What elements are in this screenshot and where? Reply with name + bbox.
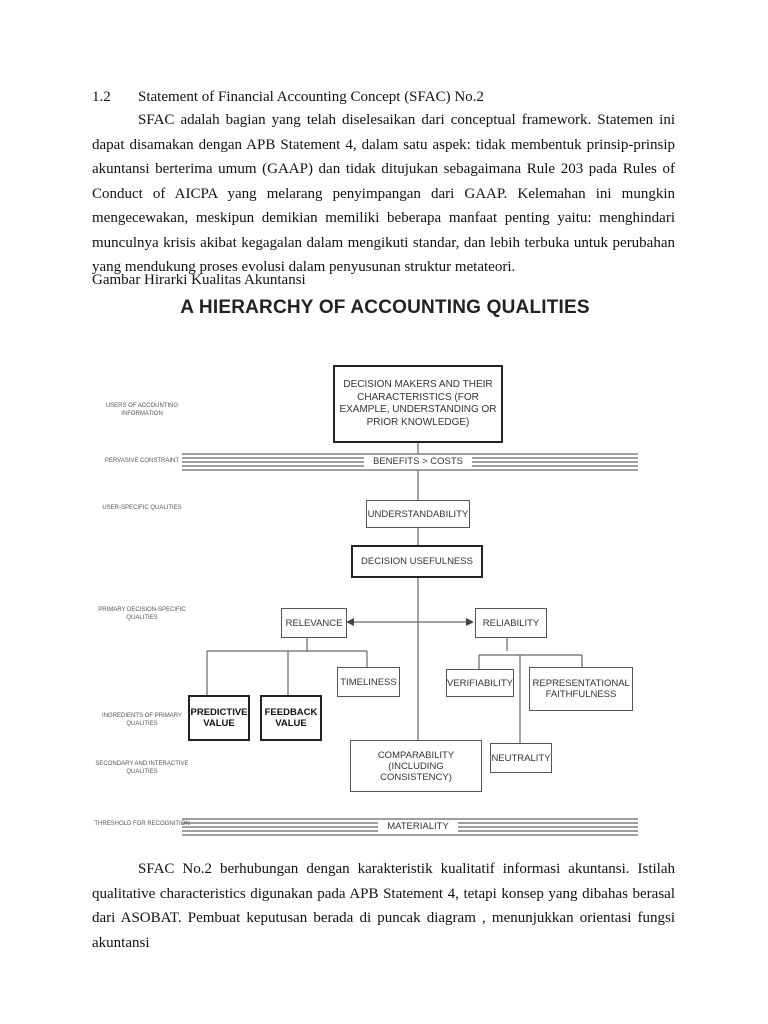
comparability-box: COMPARABILITY (INCLUDING CONSISTENCY)	[350, 740, 482, 792]
decision-usefulness-box: DECISION USEFULNESS	[351, 545, 483, 578]
materiality-label: MATERIALITY	[378, 820, 458, 834]
benefits-costs-label: BENEFITS > COSTS	[364, 455, 472, 469]
paragraph-1-text: SFAC adalah bagian yang telah diselesaikan dari conceptual framework. Statemen ini dapat disamakan dengan APB Statement 4, dalam satu aspek: tidak membentuk prinsip-prinsip akuntansi berterima umum (GAAP) dan tidak ditujukan sebagaimana Rule 203 pada Rules of Conduct of AICPA yang melarang penyimpangan dari GAAP. Kelemahan ini mungkin mengecewakan, meskipun demikian memiliki beberapa manfaat penting yaitu: menghindari munculnya krisis akibat kegagalan dalam mengikuti standar, dan lebih terbuka untuk perubahan yang mendukung proses evolusi dalam penyusunan struktur metateori.	[92, 112, 675, 275]
reliability-box: RELIABILITY	[475, 608, 547, 638]
side-label-ingredients: INGREDIENTS OF PRIMARY QUALITIES	[102, 713, 182, 727]
hierarchy-diagram	[92, 295, 678, 855]
section-heading	[92, 88, 484, 106]
paragraph-2-text: SFAC No.2 berhubungan dengan karakteristik kualitatif informasi akuntansi. Istilah qualitative characteristics digunakan pada APB Statement 4, tetapi konsep yang dibahas berasal dari ASOBAT. Pembuat keputusan berada di puncak diagram , menunjukkan orientasi fungsi akuntansi	[92, 861, 675, 951]
side-label-threshold: THRESHOLD FOR RECOGNITION	[94, 821, 190, 827]
neutrality-box: NEUTRALITY	[490, 743, 552, 773]
side-label-user-specific: USER-SPECIFIC QUALITIES	[102, 505, 182, 511]
paragraph-1	[92, 108, 675, 280]
side-label-primary: PRIMARY DECISION-SPECIFIC QUALITIES	[98, 607, 186, 621]
feedback-value-box: FEEDBACK VALUE	[260, 695, 322, 741]
diagram-title: A HIERARCHY OF ACCOUNTING QUALITIES	[180, 297, 590, 318]
section-number: 1.2	[92, 89, 111, 105]
paragraph-2	[92, 857, 675, 955]
decision-makers-box: DECISION MAKERS AND THEIR CHARACTERISTICS (FOR EXAMPLE, UNDERSTANDING OR PRIOR KNOWLEDGE)	[333, 365, 503, 443]
predictive-value-box: PREDICTIVE VALUE	[188, 695, 250, 741]
timeliness-box: TIMELINESS	[337, 667, 400, 697]
side-label-users: USERS OF ACCOUNTING INFORMATION	[105, 403, 179, 417]
side-label-secondary: SECONDARY AND INTERACTIVE QUALITIES	[95, 761, 189, 775]
relevance-box: RELEVANCE	[281, 608, 347, 638]
representational-faithfulness-box: REPRESENTATIONAL FAITHFULNESS	[529, 667, 633, 711]
understandability-box: UNDERSTANDABILITY	[366, 500, 470, 528]
figure-caption: Gambar Hirarki Kualitas Akuntansi	[92, 272, 306, 288]
side-label-pervasive: PERVASIVE CONSTRAINT	[104, 458, 180, 464]
section-title: Statement of Financial Accounting Concept (SFAC) No.2	[138, 89, 484, 105]
verifiability-box: VERIFIABILITY	[446, 669, 514, 697]
